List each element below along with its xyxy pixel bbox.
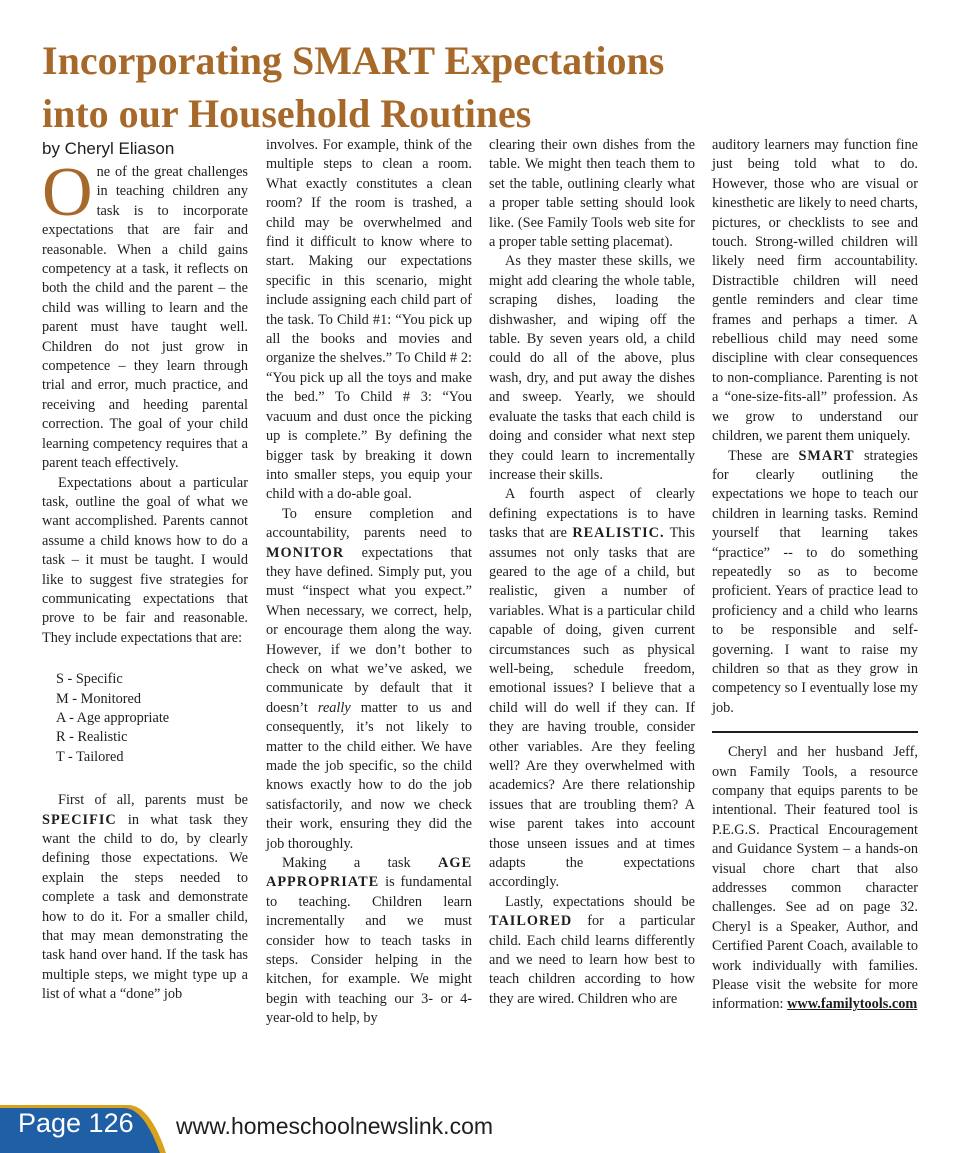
text-span: for a particular child. Each child learns differently and we need to learn how best to teach children according to how they are wired. Children who are xyxy=(489,913,695,1007)
text-span: matter to us and consequently, it’s not likely to matter to the child either. We have made the job specific, so the child knows exactly how to do the job satisfactorily, and now we check their work, ensuring they did the job thoroughly. xyxy=(266,699,472,852)
text-span: First of all, parents must be xyxy=(58,792,248,809)
paragraph xyxy=(266,854,472,1029)
bio-text: Cheryl and her husband Jeff, own Family Tools, a resource company that equips parents to be intentional. Their featured tool is P.E.G.S. Practical Encouragement and Guidance System – a hands-on visual chore chart that also addresses common character challenges. See ad on page 32. Cheryl is a Speaker, Author, and Certified Parent Coach, available to work individually with families. Please visit the website for more information: xyxy=(712,744,918,1013)
text-span: These are xyxy=(728,447,799,464)
smart-list-item: M - Monitored xyxy=(56,690,141,707)
title-line-2: into our Household Routines xyxy=(42,91,532,136)
smart-list xyxy=(56,670,248,767)
text-span: in what task they want the child to do, by clearly defining those expectations. We explain the steps needed to complete a task and demonstrate how to do it. For a smaller child, that may mean demonstrating the task hand over hand. If the task has multiple steps, we might type up a list of what a “done” job xyxy=(42,811,248,1003)
smart-list-item: T - Tailored xyxy=(56,748,124,765)
paragraph: Expectations about a particular task, outline the goal of what we want accomplished. Parents cannot assume a child knows how to do a task – it must be taught. I would like to suggest five strategies for communicating expectations that prove to be fair and reasonable. They include expectations that are: xyxy=(42,474,248,646)
smart-list-item: S - Specific xyxy=(56,671,123,688)
column-1 xyxy=(42,138,248,1005)
divider xyxy=(712,731,918,733)
paragraph: clearing their own dishes from the table. We might then teach them to set the table, outlining clearly what a proper table setting should look like. (See Family Tools web site for a proper table setting placemat). xyxy=(489,137,695,251)
keyword-age-appropriate: AGE APPROPRIATE xyxy=(266,855,472,891)
website-url[interactable]: www.homeschoolnewslink.com xyxy=(176,1113,494,1139)
byline: by Cheryl Eliason xyxy=(42,139,175,158)
paragraph xyxy=(712,447,918,719)
smart-list-item: A - Age appropriate xyxy=(56,709,170,726)
paragraph xyxy=(266,505,472,854)
text-span: Making a task xyxy=(282,855,439,872)
text-span: expectations that they have defined. Simply put, you must “inspect what you expect.” When necessary, we correct, help, or encourage them along the way. However, if we don’t bother to check on what we’ve asked, we communicate by default that it doesn’t xyxy=(266,544,472,716)
text-span: This assumes not only tasks that are geared to the age of a child, but realistic, given a number of variables. What is a particular child capable of doing, given current circumstances such as physical well-being, schedule freedom, emotional issues? I believe that a child will do well if they can. If they are having trouble, consider other variables. Are they feeling well? Are they overwhelmed with academics? Are there relationship issues that are troubling them? A wise parent takes into account those unseen issues and at times adapts the expectations accordingly. xyxy=(489,525,695,891)
text-span: is fundamental to teaching. Children learn incrementally and we must consider how to teach tasks in steps. Consider helping in the kitchen, for example. We might begin with teaching our 3- or 4-year-old to help, by xyxy=(266,874,472,1027)
keyword-realistic: REALISTIC. xyxy=(572,525,665,542)
text-span: To ensure completion and accountability, parents need to xyxy=(266,505,472,542)
smart-list-item: R - Realistic xyxy=(56,729,128,746)
emphasis: really xyxy=(317,699,351,716)
text-span: Lastly, expectations should be xyxy=(505,893,695,910)
column-4 xyxy=(712,136,918,1015)
paragraph xyxy=(489,893,695,1009)
article-title xyxy=(42,34,922,140)
paragraph: auditory learners may function fine just being told what to do. However, those who are visual or kinesthetic are likely to need charts, pictures, or checklists to see and touch. Strong-willed children will likely need firm accountability. Distractible children will need gentle reminders and clear time frames and perhaps a timer. A rebellious child may need some discipline with clear consequences to non-compliance. Parenting is not a “one-size-fits-all” profession. As we grow to understand our children, we parent them uniquely. xyxy=(712,137,918,445)
intro-paragraph xyxy=(42,154,248,474)
author-bio xyxy=(712,743,918,1015)
text-span: A fourth aspect of clearly defining expectations is to have tasks that are xyxy=(489,486,695,542)
text-span: strategies for clearly outlining the expectations we hope to teach our children in learning tasks. Remind yourself that learning takes “practice” -- to do something repeatedly so as to become proficient. Years of practice lead to proficiency and a child who learns to be responsible and self-governing. I want to raise my children so that as they grow in competency so I eventually lose my job. xyxy=(712,447,918,716)
keyword-smart: SMART xyxy=(798,447,855,464)
keyword-specific: SPECIFIC xyxy=(42,811,117,828)
drop-cap: O xyxy=(42,154,93,231)
title-line-1: Incorporating SMART Expectations xyxy=(42,38,665,83)
paragraph: involves. For example, think of the multiple steps to clean a room. What exactly constitutes a clean room? If the room is trashed, a child may be overwhelmed and find it difficult to know where to start. Making our expectations specific in this scenario, might include assigning each child part of the task. To Child #1: “You pick up all the books and movies and organize the shelves.” To Child # 2: “You pick up all the toys and make the bed.” To Child # 3: “You vacuum and dust once the picking up is complete.” By defining the bigger task by breaking it down into smaller steps, you equip your child with a do-able goal. xyxy=(266,137,472,503)
keyword-tailored: TAILORED xyxy=(489,913,573,930)
familytools-link[interactable]: www.familytools.com xyxy=(787,996,918,1013)
intro-text: ne of the great challenges in teaching children any task is to incorporate expectations that are fair and reasonable. When a child gains competency at a task, it reflects on both the child and the parent – the child was willing to learn and the parent must have taught well. Children do not just grow in competence – they learn through trial and error, much practice, and receiving and heeding parental correction. The goal of your child learning competency requires that a parent teach effectively. xyxy=(42,164,248,472)
page-number: Page 126 xyxy=(18,1108,134,1138)
paragraph: As they master these skills, we might add clearing the whole table, scraping dishes, loading the dishwasher, and wiping off the table. By seven years old, a child could do all of the above, plus wash, dry, and put away the dishes and sweep. Yearly, we should evaluate the tasks that each child is doing and consider what next step they could learn to incrementally increase their skills. xyxy=(489,253,695,483)
keyword-monitor: MONITOR xyxy=(266,544,345,561)
column-3 xyxy=(489,136,695,1009)
paragraph xyxy=(489,485,695,893)
paragraph xyxy=(42,791,248,1004)
column-2 xyxy=(266,136,472,1029)
